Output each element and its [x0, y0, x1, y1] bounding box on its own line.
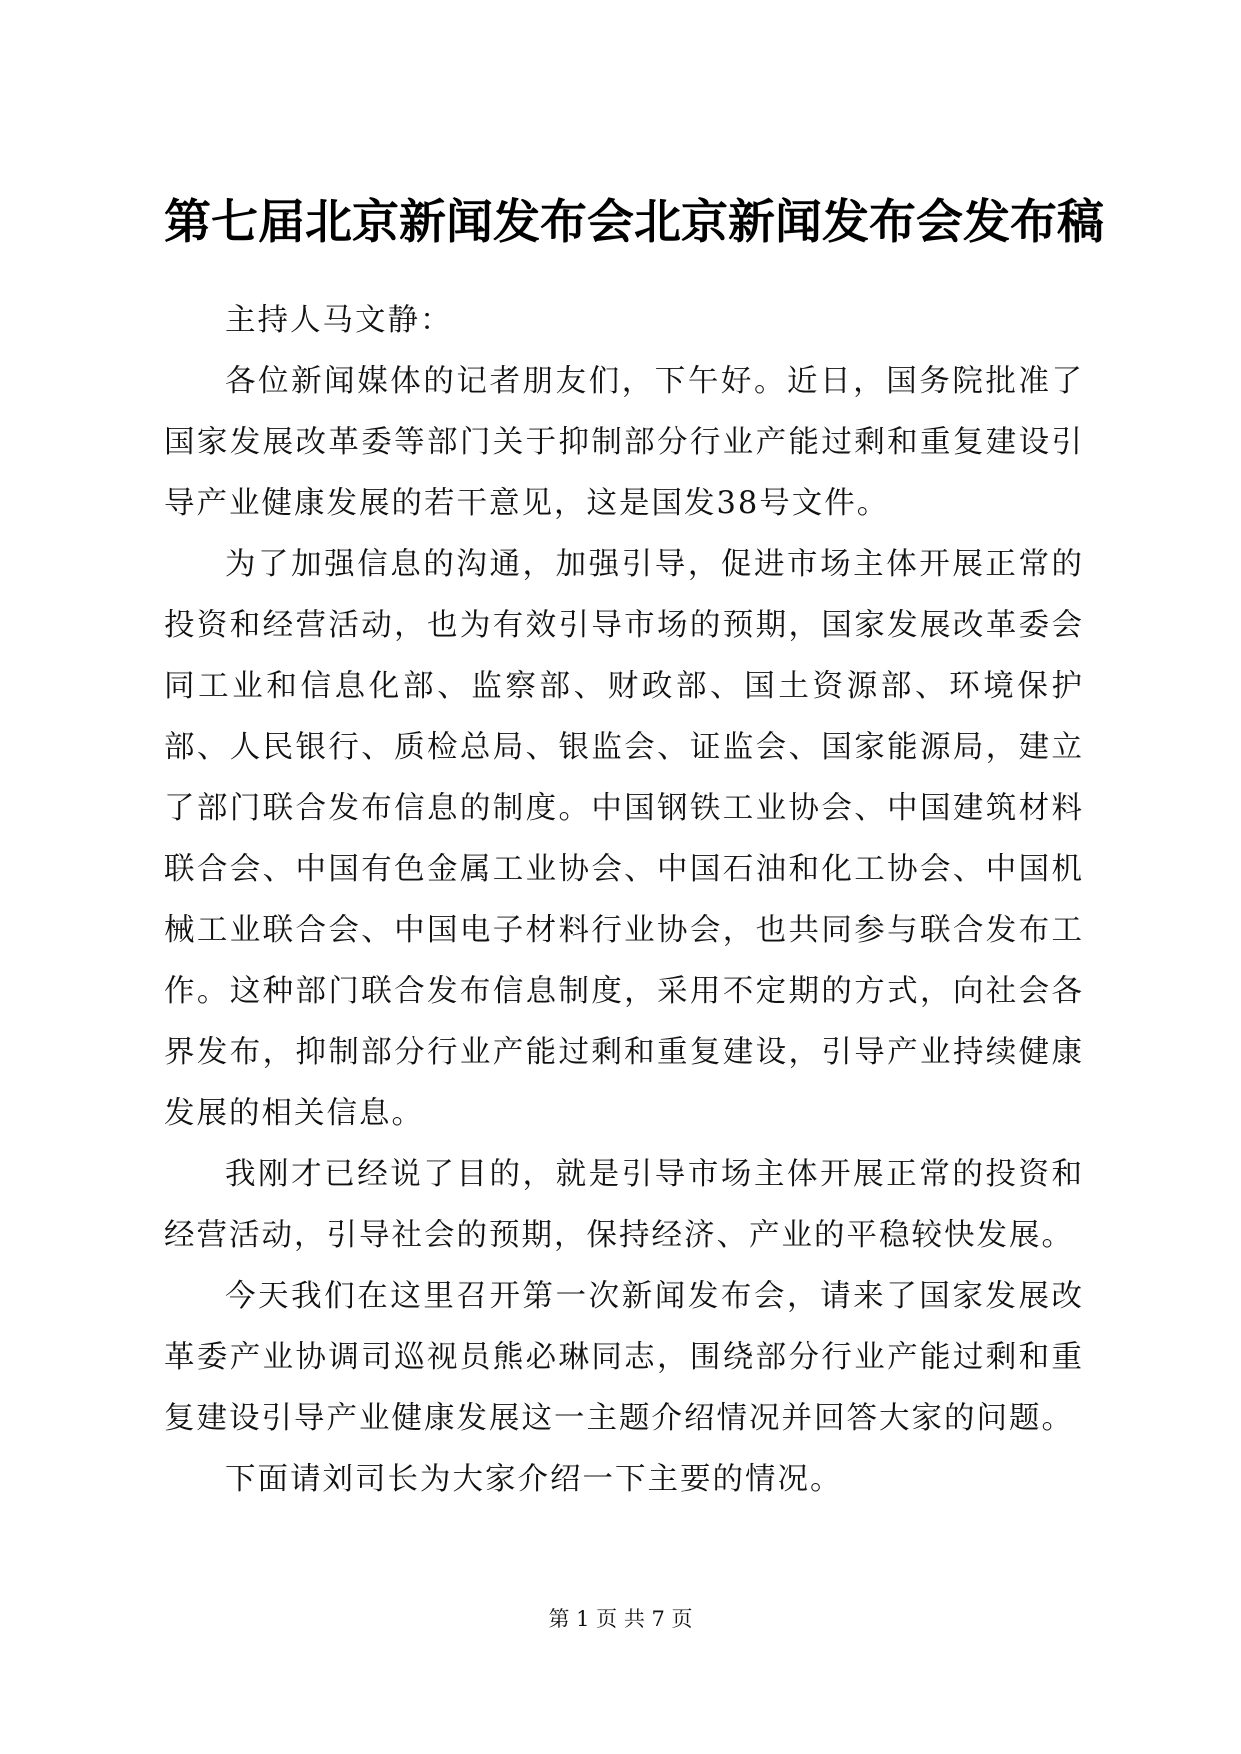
document-body: [164, 290, 1084, 1510]
page-number-footer: 第 1 页 共 7 页: [548, 1607, 693, 1631]
paragraph-host-intro: 主持人马文静：: [225, 303, 453, 338]
paragraph-first-conference: 今天我们在这里召开第一次新闻发布会，请来了国家发展改革委产业协调司巡视员熊必琳同志，围绕部分行业产能过剩和重复建设引导产业健康发展这一主题介绍情况并回答大家的问题。: [164, 1279, 1084, 1436]
document-title: 第七届北京新闻发布会北京新闻发布会发布稿: [164, 195, 1104, 250]
paragraph-purpose: 我刚才已经说了目的，就是引导市场主体开展正常的投资和经营活动，引导社会的预期，保持经济、产业的平稳较快发展。: [164, 1157, 1084, 1253]
paragraph-info-system: 为了加强信息的沟通，加强引导，促进市场主体开展正常的投资和经营活动，也为有效引导市场的预期，国家发展改革委会同工业和信息化部、监察部、财政部、国土资源部、环境保护部、人民银行、质检总局、银监会、证监会、国家能源局，建立了部门联合发布信息的制度。中国钢铁工业协会、中国建筑材料联合会、中国有色金属工业协会、中国石油和化工协会、中国机械工业联合会、中国电子材料行业协会，也共同参与联合发布工作。这种部门联合发布信息制度，采用不定期的方式，向社会各界发布，抑制部分行业产能过剩和重复建设，引导产业持续健康发展的相关信息。: [164, 547, 1084, 1131]
paragraph-introduction: 下面请刘司长为大家介绍一下主要的情况。: [225, 1462, 843, 1497]
paragraph-greeting: 各位新闻媒体的记者朋友们，下午好。近日，国务院批准了国家发展改革委等部门关于抑制部分行业产能过剩和重复建设引导产业健康发展的若干意见，这是国发38号文件。: [164, 364, 1084, 521]
